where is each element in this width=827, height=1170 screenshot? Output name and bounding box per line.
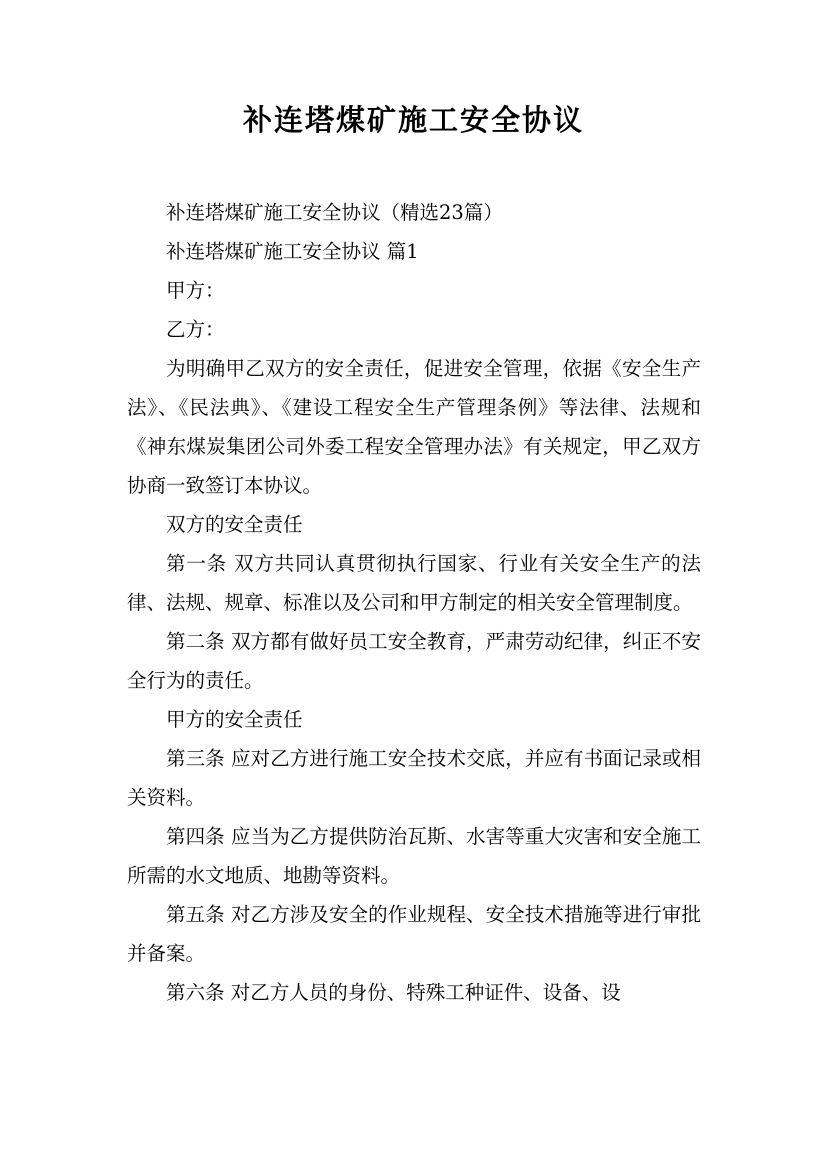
paragraph-party-a: 甲方：: [166, 279, 225, 302]
paragraph-party-b: 乙方：: [166, 318, 225, 341]
paragraph-subtitle: 补连塔煤矿施工安全协议（精选23篇）: [166, 201, 503, 224]
paragraph-heading-party-a: 甲方的安全责任: [166, 708, 303, 731]
paragraph-article-4: 第四条 应当为乙方提供防治瓦斯、水害等重大灾害和安全施工所需的水文地质、地勘等资料。: [127, 825, 701, 887]
paragraph-heading-mutual: 双方的安全责任: [166, 513, 303, 536]
paragraph-section-heading: 补连塔煤矿施工安全协议 篇1: [166, 240, 419, 263]
document-body: [127, 193, 701, 1012]
paragraph-preamble: 为明确甲乙双方的安全责任，促进安全管理，依据《安全生产法》、《民法典》、《建设工程安全生产管理条例》等法律、法规和《神东煤炭集团公司外委工程安全管理办法》有关规定，甲乙双方协商一致签订本协议。: [127, 357, 701, 497]
paragraph-article-5: 第五条 对乙方涉及安全的作业规程、安全技术措施等进行审批并备案。: [127, 903, 701, 965]
document-title: 补连塔煤矿施工安全协议: [242, 103, 584, 137]
paragraph-article-6: 第六条 对乙方人员的身份、特殊工种证件、设备、设: [166, 981, 621, 1004]
paragraph-article-2: 第二条 双方都有做好员工安全教育，严肃劳动纪律，纠正不安全行为的责任。: [127, 630, 701, 692]
paragraph-article-1: 第一条 双方共同认真贯彻执行国家、行业有关安全生产的法律、法规、规章、标准以及公司和甲方制定的相关安全管理制度。: [127, 552, 701, 614]
paragraph-article-3: 第三条 应对乙方进行施工安全技术交底，并应有书面记录或相关资料。: [127, 747, 701, 809]
